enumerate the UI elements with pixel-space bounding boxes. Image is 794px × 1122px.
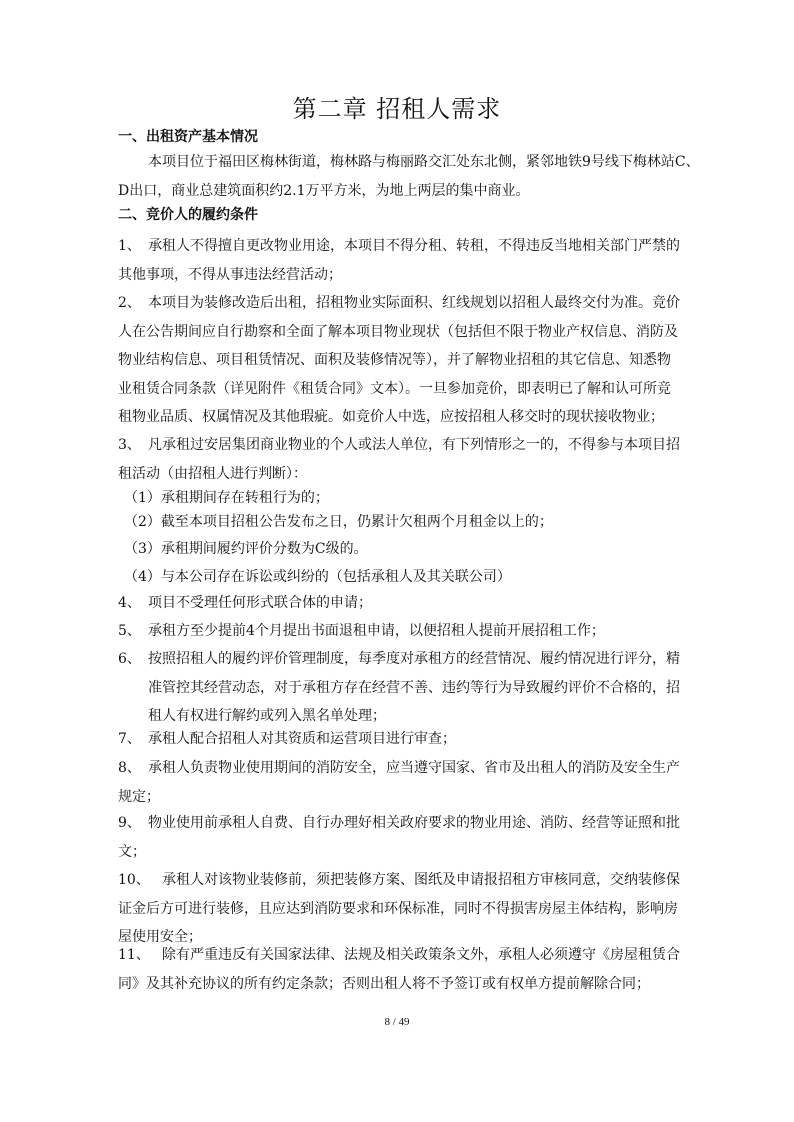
list-item (118, 754, 688, 811)
list-item (118, 645, 688, 731)
chapter-title: 第二章 招租人需求 (292, 95, 502, 123)
item-text: 本项目为装修改造后出租，招租物业实际面积、红线规划以招租人最终交付为准。竞价 (148, 295, 680, 311)
list-item-line: 同》及其补充协议的所有约定条款；否则出租人将不予签订或有权单方提前解除合同； (118, 975, 650, 992)
list-item (118, 589, 688, 618)
item-number: 4、 (118, 595, 141, 611)
item-text: 物业使用前承租人自费、自行办理好相关政府要求的物业用途、消防、经营等证照和批 (148, 815, 680, 831)
list-item-line (118, 431, 688, 460)
list-item-line: 证金后方可进行装修，且应达到消防要求和环保标准，同时不得损害房屋主体结构，影响房 (118, 900, 678, 917)
list-item-line: 物业结构信息、项目租赁情况、面积及装修情况等），并了解物业招租的其它信息、知悉物 (118, 352, 671, 368)
section-1-paragraph (118, 148, 700, 205)
list-item-line (118, 645, 688, 674)
sub-item: （2）截至本项目招租公告发布之日，仍累计欠租两个月租金以上的； (124, 514, 553, 530)
list-item-line: 人在公告期间应自行勘察和全面了解本项目物业现状（包括但不限于物业产权信息、消防及 (118, 323, 678, 340)
list-item (118, 232, 688, 289)
item-text: 承租人配合招租人对其资质和运营项目进行审查； (148, 731, 456, 747)
item-number: 3、 (118, 437, 141, 453)
sub-item: （1）承租期间存在转租行为的； (124, 490, 329, 506)
item-number: 10、 (118, 872, 150, 888)
list-item-line (118, 589, 688, 618)
section-heading-2: 二、竞价人的履约条件 (118, 207, 258, 223)
list-item-line: 租人有权进行解约或列入黑名单处理； (148, 708, 386, 724)
item-text: 承租方至少提前4个月提出书面退租申请，以便招租人提前开展招租工作； (148, 623, 605, 639)
item-number: 6、 (118, 651, 141, 667)
list-item-line: 准管控其经营动态，对于承租方存在经营不善、违约等行为导致履约评价不合格的，招 (148, 679, 680, 696)
item-text: 除有严重违反有关国家法律、法规及相关政策条文外，承租人必须遵守《房屋租赁合 (162, 947, 680, 963)
section-heading-1: 一、出租资产基本情况 (118, 129, 258, 145)
list-item (118, 725, 688, 754)
list-item-line: 租物业品质、权属情况及其他瑕疵。如竞价人中选，应按招租人移交时的现状接收物业； (118, 409, 664, 425)
paragraph-line: D出口，商业总建筑面积约2.1万平方米，为地上两层的集中商业。 (118, 182, 530, 199)
item-number: 1、 (118, 238, 141, 254)
paragraph-line: 本项目位于福田区梅林街道，梅林路与梅丽路交汇处东北侧，紧邻地铁9号线下梅林站C、 (148, 154, 700, 170)
item-number: 2、 (118, 295, 141, 311)
list-item-line: 业租赁合同条款（详见附件《租赁合同》文本）。一旦参加竞价，即表明已了解和认可所竞 (118, 380, 671, 397)
page-number: 8 / 49 (384, 1016, 410, 1028)
sub-item: （3）承租期间履约评价分数为C级的。 (124, 541, 368, 557)
list-item-line (118, 754, 688, 783)
list-item-line (118, 809, 688, 838)
list-item-line (118, 232, 688, 261)
item-number: 5、 (118, 623, 141, 639)
list-item-line (118, 289, 688, 318)
list-item (118, 866, 688, 952)
list-item (118, 617, 688, 646)
list-item-line (118, 941, 688, 970)
sub-item: （4）与本公司存在诉讼或纠纷的（包括承租人及其关联公司） (124, 569, 511, 585)
list-item-line: 租活动（由招租人进行判断）： (118, 465, 307, 482)
list-item-line: 文； (118, 843, 146, 860)
item-number: 7、 (118, 731, 141, 747)
list-item-line (118, 866, 688, 895)
list-item (118, 809, 688, 866)
list-item-line: 其他事项，不得从事违法经营活动； (118, 266, 342, 283)
item-number: 8、 (118, 760, 141, 776)
item-text: 承租人负责物业使用期间的消防安全，应当遵守国家、省市及出租人的消防及安全生产 (148, 760, 680, 776)
item-number: 9、 (118, 815, 141, 831)
list-item (118, 941, 688, 998)
item-text: 凡承租过安居集团商业物业的个人或法人单位，有下列情形之一的，不得参与本项目招 (148, 437, 680, 453)
list-item-line (118, 617, 688, 646)
list-item (118, 289, 688, 432)
item-text: 项目不受理任何形式联合体的申请； (148, 595, 372, 611)
list-item-line (118, 725, 688, 754)
item-number: 11、 (118, 947, 150, 963)
item-text: 按照招租人的履约评价管理制度，每季度对承租方的经营情况、履约情况进行评分，精 (148, 651, 680, 667)
item-text: 承租人不得擅自更改物业用途，本项目不得分租、转租，不得违反当地相关部门严禁的 (148, 238, 680, 254)
item-text: 承租人对该物业装修前，须把装修方案、图纸及申请报招租方审核同意，交纳装修保 (162, 872, 680, 888)
list-item-line: 规定； (118, 788, 160, 805)
list-item (118, 431, 688, 488)
list-item-line: 屋使用安全； (118, 929, 202, 945)
